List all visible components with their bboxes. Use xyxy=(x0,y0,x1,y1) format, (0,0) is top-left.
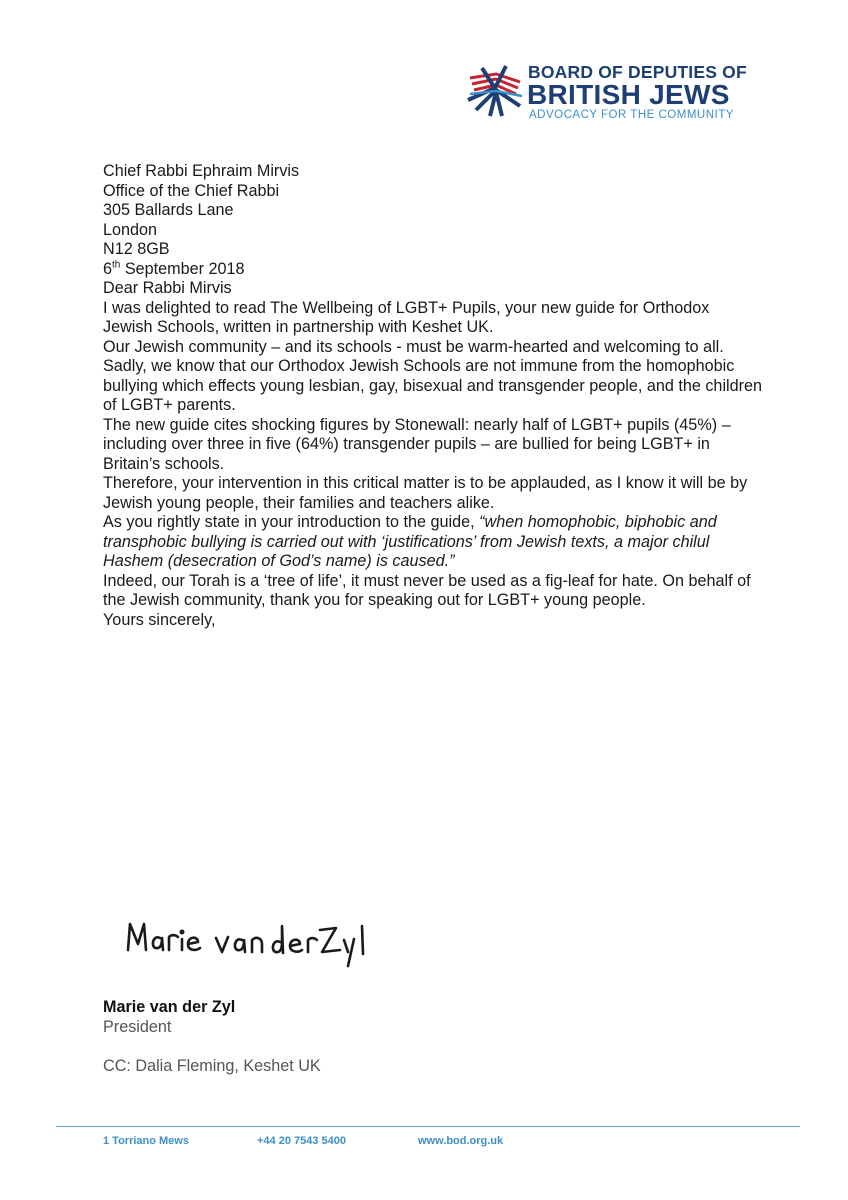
letter-date xyxy=(103,260,763,280)
closing: Yours sincerely, xyxy=(103,610,216,629)
footer-website: www.bod.org.uk xyxy=(418,1135,504,1147)
handwritten-signature xyxy=(122,912,372,974)
salutation: Dear Rabbi Mirvis xyxy=(103,279,232,297)
recipient-office: Office of the Chief Rabbi xyxy=(103,181,280,200)
date-day: 6 xyxy=(103,259,113,278)
footer-divider xyxy=(56,1126,800,1127)
signer-title: President xyxy=(103,1018,172,1036)
paragraph-6: Indeed, our Torah is a ‘tree of life’, it must never be used as a fig-leaf for hate. On behalf of the Jewish community, thank you for speaking out for LGBT+ young people. xyxy=(103,571,751,609)
paragraph-4: Therefore, your intervention in this critical matter is to be applauded, as I know it will be by Jewish young people, their families and teachers alike. xyxy=(103,474,748,512)
recipient-postcode: N12 8GB xyxy=(103,240,170,258)
date-suffix: th xyxy=(112,259,121,271)
paragraph-5 xyxy=(103,513,763,572)
footer-phone: +44 20 7543 5400 xyxy=(257,1135,347,1147)
logo-tagline: ADVOCACY FOR THE COMMUNITY xyxy=(529,109,734,121)
logo-text-line-2: BRITISH JEWS xyxy=(527,79,730,110)
footer-address: 1 Torriano Mews xyxy=(103,1135,189,1147)
paragraph-1: I was delighted to read The Wellbeing of LGBT+ Pupils, your new guide for Orthodox Jewish Schools, written in partnership with Keshet UK. xyxy=(103,298,710,336)
paragraph-5-intro: As you rightly state in your introduction to the guide, xyxy=(103,513,480,531)
date-month-year: September 2018 xyxy=(120,259,245,278)
recipient-street: 305 Ballards Lane xyxy=(103,201,234,219)
recipient-city: London xyxy=(103,220,158,239)
letter-body xyxy=(103,162,763,630)
logo-star-mark-icon xyxy=(466,60,524,118)
signer-name: Marie van der Zyl xyxy=(103,998,236,1016)
recipient-name: Chief Rabbi Ephraim Mirvis xyxy=(103,162,300,180)
paragraph-2: Our Jewish community – and its schools - must be warm-hearted and welcoming to all. Sadly, we know that our Orthodox Jewish Schools are not immune from the homophobic bullying which effects young lesbian, gay, bisexual and transgender people, and the children of LGBT+ parents. xyxy=(103,337,763,414)
cc-line: CC: Dalia Fleming, Keshet UK xyxy=(103,1057,321,1075)
recipient-address xyxy=(103,162,763,260)
paragraph-3: The new guide cites shocking figures by Stonewall: nearly half of LGBT+ pupils (45%) – including over three in five (64%) transgender pupils – are bullied for being LGBT+ in Britain’s schools. xyxy=(103,415,731,473)
board-of-deputies-logo xyxy=(466,58,747,124)
logo-text-line-1: BOARD OF DEPUTIES OF xyxy=(528,62,747,82)
paragraph-5-quote: “when homophobic, biphobic and transphobic bullying is carried out with ‘justifications’ from Jewish texts, a major chilul Hashem (desecration of God’s name) is caused.” xyxy=(103,513,717,570)
